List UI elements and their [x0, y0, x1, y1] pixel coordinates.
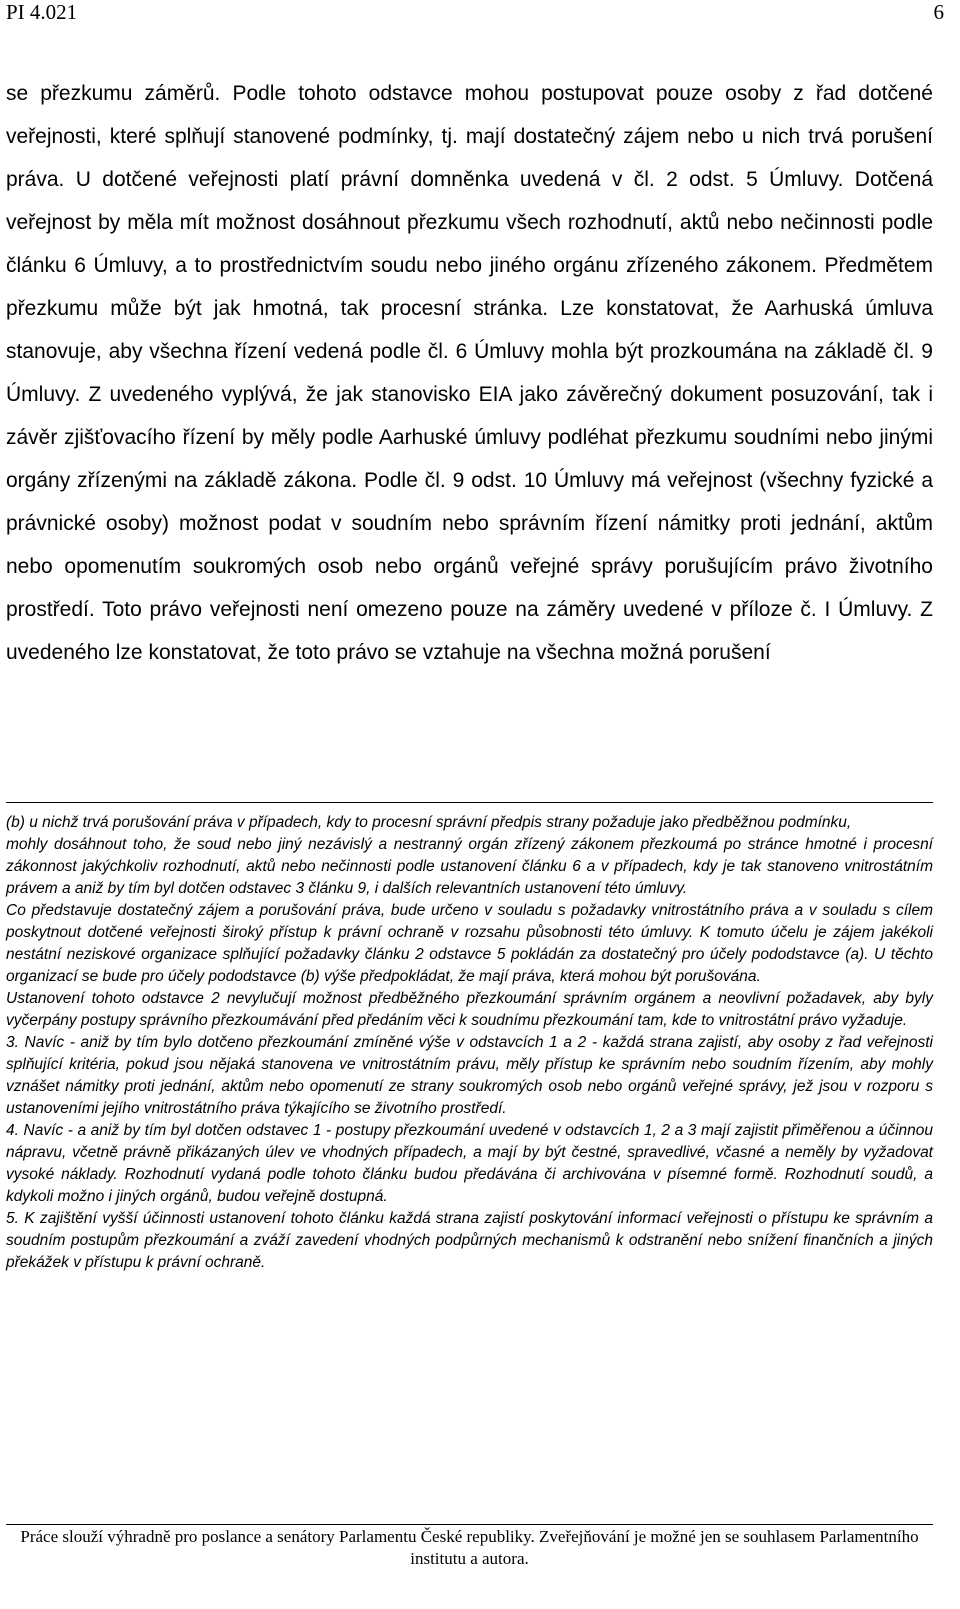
page-number: 6 [933, 0, 944, 24]
footnote-paragraph: 4. Navíc - a aniž by tím byl dotčen odstavec 1 - postupy přezkoumání uvedené v odstavcích 1, 2 a 3 mají zajistit přiměřenou a účinnou nápravu, včetně právně přikázaných úlev ve vhodných případech, a mají by být čestné, spravedlivé, včasné a neměly by vyžadovat vysoké náklady. Rozhodnutí vydaná podle tohoto článku budou předávána či archivována v písemné formě. Rozhodnutí soudů, a kdykoli možno i jiných orgánů, budou veřejně dostupná. [6, 1122, 933, 1205]
footer-separator [6, 1524, 933, 1525]
footnotes-block [6, 812, 933, 1274]
footnote-paragraph: 3. Navíc - aniž by tím bylo dotčeno přezkoumání zmíněné výše v odstavcích 1 a 2 - každá strana zajistí, aby osoby z řad veřejnosti splňující kritéria, pokud jsou nějaká stanovena ve vnitrostátním právu, měly přístup ke správním nebo soudním řízením, aby mohly vznášet námitky proti jednání, aktům nebo opomenutí ze strany soukromých osob nebo orgánů veřejné správy, jež jsou v rozporu s ustanoveními jejího vnitrostátního práva týkajícího se životního prostředí. [6, 1034, 933, 1117]
page-footer-notice: Práce slouží výhradně pro poslance a senátory Parlamentu České republiky. Zveřejňování je možné jen se souhlasem Parlamentního institutu a autora. [20, 1527, 919, 1568]
footnote-paragraph: Ustanovení tohoto odstavce 2 nevylučují možnost předběžného přezkoumání správním orgánem a neovlivní požadavek, aby byly vyčerpány postupy správního přezkoumávání před předáním věci k soudnímu přezkoumání tam, kde to vnitrostátní právo vyžaduje. [6, 990, 933, 1029]
footnote-paragraph: mohly dosáhnout toho, že soud nebo jiný nezávislý a nestranný orgán zřízený zákonem přezkoumá po stránce hmotné i procesní zákonnost jakýchkoliv rozhodnutí, aktů nebo nečinnosti podle ustanovení článku 6 a v případech, kdy je tak stanoveno vnitrostátním právem a aniž by tím byl dotčen odstavec 3 článku 9, i dalších relevantních ustanovení této úmluvy. [6, 836, 933, 897]
footnote-paragraph: 5. K zajištění vyšší účinnosti ustanovení tohoto článku každá strana zajistí poskytování informací veřejnosti o přístupu ke správním a soudním postupům přezkoumání a zváží zavedení vhodných podpůrných mechanismů k odstranění nebo snížení finančních a jiných překážek v přístupu k právní ochraně. [6, 1210, 933, 1271]
document-code: PI 4.021 [6, 0, 78, 24]
page-header [0, 0, 960, 30]
footnote-separator [6, 802, 933, 803]
main-text-paragraph: se přezkumu záměrů. Podle tohoto odstavce mohou postupovat pouze osoby z řad dotčené veřejnosti, které splňují stanovené podmínky, tj. mají dostatečný zájem nebo u nich trvá porušení práva. U dotčené veřejnosti platí právní domněnka uvedená v čl. 2 odst. 5 Úmluvy. Dotčená veřejnost by měla mít možnost dosáhnout přezkumu všech rozhodnutí, aktů nebo nečinnosti podle článku 6 Úmluvy, a to prostřednictvím soudu nebo jiného orgánu zřízeného zákonem. Předmětem přezkumu může být jak hmotná, tak procesní stránka. Lze konstatovat, že Aarhuská úmluva stanovuje, aby všechna řízení vedená podle čl. 6 Úmluvy mohla být prozkoumána na základě čl. 9 Úmluvy. Z uvedeného vyplývá, že jak stanovisko EIA jako závěrečný dokument posuzování, tak i závěr zjišťovacího řízení by měly podle Aarhuské úmluvy podléhat přezkumu soudními nebo jinými orgány zřízenými na základě zákona. Podle čl. 9 odst. 10 Úmluvy má veřejnost (všechny fyzické a právnické osoby) možnost podat v soudním nebo správním řízení námitky proti jednání, aktům nebo opomenutím soukromých osob nebo orgánů veřejné správy porušujícím právo životního prostředí. Toto právo veřejnosti není omezeno pouze na záměry uvedené v příloze č. I Úmluvy. Z uvedeného lze konstatovat, že toto právo se vztahuje na všechna možná porušení [6, 82, 933, 664]
footnote-paragraph: Co představuje dostatečný zájem a porušování práva, bude určeno v souladu s požadavky vnitrostátního práva a v souladu s cílem poskytnout dotčené veřejnosti široký přístup k právní ochraně v rozsahu působnosti této úmluvy. K tomuto účelu je zájem jakékoli nestátní neziskové organizace splňující požadavky článku 2 odstavce 5 pokládán za dostatečný pro účely pododstavce (a). U těchto organizací se bude pro účely pododstavce (b) výše předpokládat, že mají práva, která mohou být porušována. [6, 902, 933, 985]
footnote-paragraph: (b) u nichž trvá porušování práva v případech, kdy to procesní správní předpis strany požaduje jako předběžnou podmínku, [6, 814, 852, 831]
